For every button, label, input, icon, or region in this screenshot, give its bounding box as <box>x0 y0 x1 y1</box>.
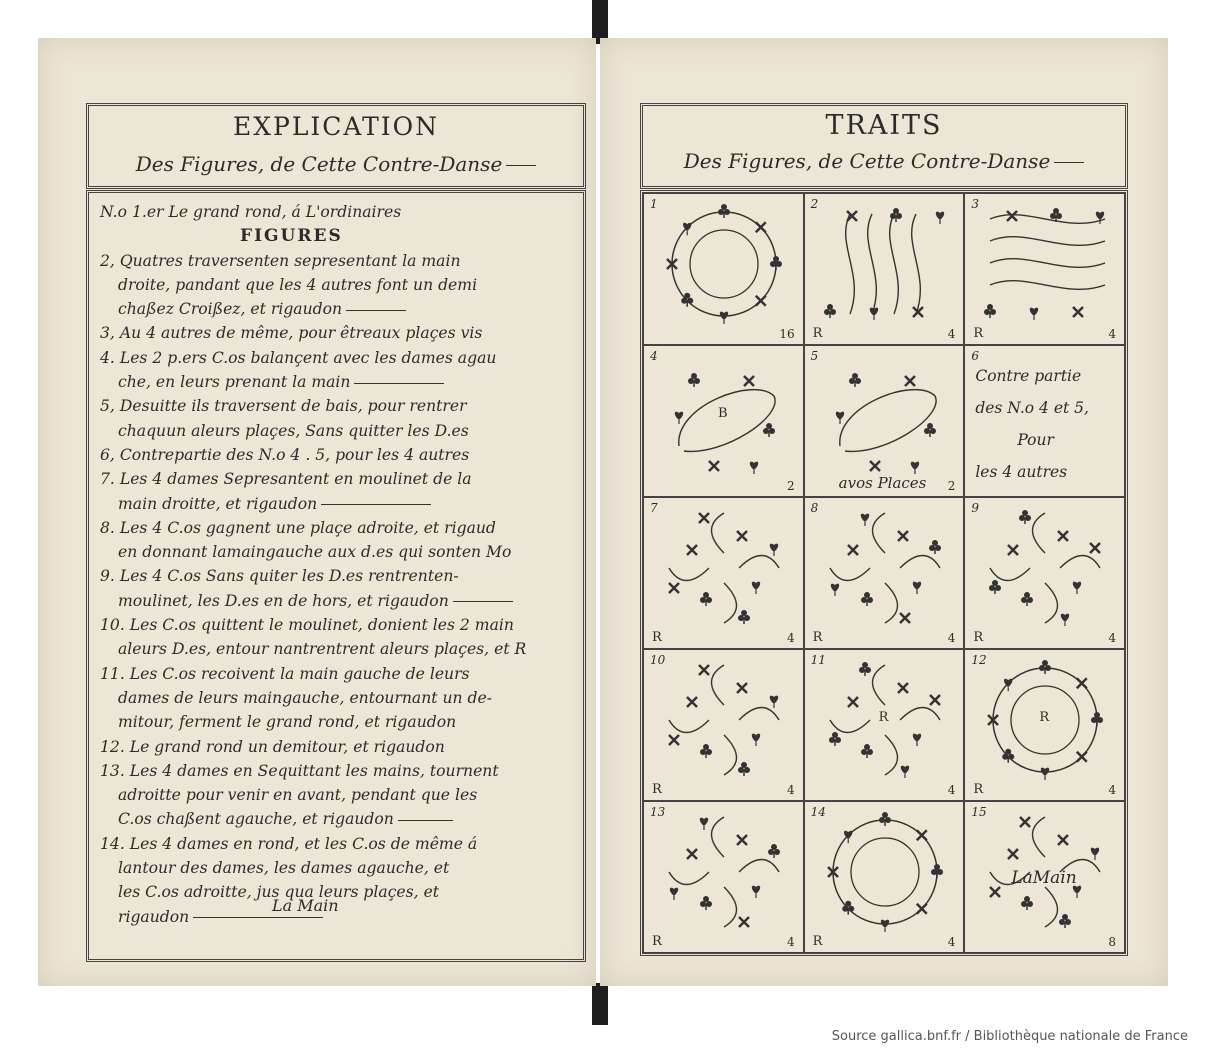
figure-drawing <box>644 802 804 953</box>
explication-line: mitour, ferment le grand rond, et rigaudon <box>118 713 457 732</box>
explication-line: che, en leurs prenant la main <box>100 370 575 394</box>
dancer-symbol <box>752 734 760 746</box>
dancer-symbol <box>1021 592 1033 606</box>
measure-count: 4 <box>1108 327 1116 341</box>
dancer-symbol <box>861 744 873 758</box>
dancer-symbol <box>1019 510 1031 524</box>
dancer-symbol <box>756 296 766 306</box>
dancer-symbol <box>669 583 679 593</box>
figure-drawing <box>965 498 1125 649</box>
la-main-footer: La Main <box>272 896 339 915</box>
dancer-symbol <box>930 695 940 705</box>
explication-line: rigaudon <box>100 905 575 929</box>
dancer-symbol <box>1021 896 1033 910</box>
dancer-symbol <box>844 831 852 843</box>
dancer-symbol <box>675 412 683 424</box>
dancer-symbol <box>849 373 861 387</box>
explication-line: adroitte pour venir en avant, pendant que les <box>118 786 478 805</box>
figure-cell-8 <box>804 497 965 649</box>
dancer-symbol <box>824 304 836 318</box>
explication-line: 10. Les C.os quittent le moulinet, donient les 2 main <box>100 616 514 635</box>
explication-line: 9. Les 4 C.os Sans quiter les D.es rentrenten- <box>100 567 459 586</box>
explication-line: 11. Les C.os recoivent la main gauche de leurs <box>100 664 470 683</box>
dancer-symbol <box>700 744 712 758</box>
explication-line: 12. Le grand rond un demitour, et rigaudon <box>100 737 445 756</box>
figure-cell-6 <box>964 345 1125 497</box>
dancer-symbol <box>770 544 778 556</box>
figure-cell-12 <box>964 649 1125 801</box>
measure-count: 4 <box>787 783 795 797</box>
dancer-symbol <box>829 732 841 746</box>
cell-6-note <box>975 360 1089 488</box>
explication-line: en donnant lamaingauche aux d.es qui sonten Mo <box>118 543 512 562</box>
explication-title: EXPLICATION <box>232 112 440 141</box>
explication-line: 13. Les 4 dames en Sequittant les mains, tournent <box>100 761 499 780</box>
measure-count: 4 <box>787 631 795 645</box>
dancer-symbol <box>1008 849 1018 859</box>
dancer-symbol <box>859 662 871 676</box>
traits-subtitle: Des Figures, de Cette Contre-Danse <box>640 149 1128 173</box>
figure-number: 10 <box>650 653 666 667</box>
figure-number: 3 <box>971 197 979 211</box>
figure-number: 2 <box>810 197 819 211</box>
figure-cell-14 <box>804 801 965 953</box>
figures-heading: FIGURES <box>240 226 343 247</box>
figure-number: 6 <box>971 349 979 363</box>
measure-count: 2 <box>947 479 956 493</box>
cell-6-note-line: les 4 autres <box>975 463 1068 481</box>
dancer-symbol <box>687 697 697 707</box>
explication-lines <box>100 200 575 929</box>
figure-drawing <box>805 194 965 345</box>
figure-cell-2 <box>804 193 965 345</box>
dancer-symbol <box>879 812 891 826</box>
dancer-symbol <box>670 888 678 900</box>
explication-line: 7. Les 4 dames Sepresantent en moulinet de la <box>100 470 472 489</box>
figure-cell-5 <box>804 345 965 497</box>
dancer-symbol <box>861 592 873 606</box>
dancer-symbol <box>699 665 709 675</box>
dancer-symbol <box>924 423 936 437</box>
dancer-symbol <box>830 584 838 596</box>
dancer-symbol <box>768 844 780 858</box>
explication-line: droite, pandant que les 4 autres font un demi <box>118 275 478 294</box>
measure-count: 4 <box>947 631 956 645</box>
figure-cell-11 <box>804 649 965 801</box>
figure-number: 15 <box>971 805 987 819</box>
dancer-symbol <box>898 683 908 693</box>
rigaudon-mark: R <box>973 782 984 797</box>
dancer-symbol <box>1059 914 1071 928</box>
dancer-symbol <box>916 904 926 914</box>
dancer-symbol <box>905 376 915 386</box>
explication-line: 14. Les 4 dames en rond, et les C.os de même á <box>100 834 478 853</box>
figure-grid <box>640 190 1128 956</box>
explication-subtitle: Des Figures, de Cette Contre-Danse <box>86 152 586 176</box>
figure-number: 12 <box>971 653 987 667</box>
cell-6-note-line: Contre partie <box>975 367 1082 385</box>
rigaudon-mark: R <box>973 630 984 645</box>
figure-number: 14 <box>810 805 826 819</box>
dancer-symbol <box>1041 768 1049 780</box>
dancer-symbol <box>700 592 712 606</box>
cell-6-note-line: des N.o 4 et 5, <box>975 399 1089 417</box>
explication-line: aleurs D.es, entour nantrentrent aleurs plaçes, et R <box>118 640 527 659</box>
dancer-symbol <box>860 514 868 526</box>
dancer-symbol <box>869 308 877 320</box>
bookmark-ribbon-bottom <box>592 983 608 1025</box>
dancer-symbol <box>687 849 697 859</box>
explication-line: chaßez Croißez, et rigaudon <box>100 297 575 321</box>
figure-caption: LaMain <box>1011 868 1077 888</box>
dancer-symbol <box>1030 308 1038 320</box>
rigaudon-mark: R <box>652 630 662 645</box>
figure-cell-7 <box>643 497 804 649</box>
dancer-symbol <box>990 887 1000 897</box>
figure-drawing <box>965 194 1125 345</box>
figure-number: 1 <box>650 197 658 211</box>
figure-cell-15 <box>964 801 1125 953</box>
figure-number: 8 <box>810 501 819 515</box>
dancer-symbol <box>900 766 908 778</box>
figure-drawing <box>644 346 804 497</box>
dancer-symbol <box>700 896 712 910</box>
dancer-symbol <box>738 762 750 776</box>
dancer-symbol <box>900 613 910 623</box>
dancer-symbol <box>683 223 691 235</box>
dancer-symbol <box>744 376 754 386</box>
figure-number: 4 <box>650 349 658 363</box>
figure-caption: R <box>1039 710 1050 725</box>
dancer-symbol <box>709 461 719 471</box>
dancer-symbol <box>737 683 747 693</box>
dancer-symbol <box>1008 545 1018 555</box>
figure-number: 5 <box>810 349 819 363</box>
explication-line: 8. Les 4 C.os gagnent une plaçe adroite, et rigaud <box>100 518 496 537</box>
dancer-symbol <box>720 312 728 324</box>
dancer-symbol <box>687 545 697 555</box>
rigaudon-mark: R <box>652 782 662 797</box>
dancer-symbol <box>1096 212 1104 224</box>
figure-drawing <box>805 650 965 801</box>
dancer-symbol <box>835 412 843 424</box>
explication-line: moulinet, les D.es en de hors, et rigaudon <box>100 589 575 613</box>
dancer-symbol <box>1073 307 1083 317</box>
figure-drawing <box>644 498 804 649</box>
figure-caption: R <box>878 710 889 725</box>
explication-line: main droitte, et rigaudon <box>100 492 575 516</box>
dancer-symbol <box>737 531 747 541</box>
dancer-symbol <box>848 545 858 555</box>
dancer-symbol <box>1058 531 1068 541</box>
rigaudon-mark: R <box>652 934 662 949</box>
dancer-symbol <box>916 830 926 840</box>
figure-cell-4 <box>643 345 804 497</box>
dancer-symbol <box>752 886 760 898</box>
dancer-symbol <box>1020 817 1030 827</box>
figure-caption: avos Places <box>838 474 927 492</box>
explication-line: les C.os adroitte, jus qua leurs plaçes, et <box>118 883 440 902</box>
rigaudon-mark: R <box>973 326 984 341</box>
explication-line: 5, Desuitte ils traversent de bais, pour rentrer <box>100 397 467 416</box>
source-credit: Source gallica.bnf.fr / Bibliothèque nationale de France <box>831 1029 1188 1044</box>
figure-drawing <box>644 194 804 345</box>
dancer-symbol <box>898 531 908 541</box>
explication-line: 3, Au 4 autres de même, pour êtreaux plaçes vis <box>100 324 483 343</box>
dancer-symbol <box>770 696 778 708</box>
figure-drawing <box>805 498 965 649</box>
explication-line: 2, Quatres traversenten sepresentant la main <box>100 251 461 270</box>
dancer-symbol <box>929 540 941 554</box>
figure-drawing <box>805 802 965 953</box>
figure-cell-9 <box>964 497 1125 649</box>
dancer-symbol <box>912 734 920 746</box>
dancer-symbol <box>738 610 750 624</box>
explication-line: chaquun aleurs plaçes, Sans quitter les D.es <box>118 421 469 440</box>
explication-line: C.os chaßent agauche, et rigaudon <box>100 807 575 831</box>
dancer-symbol <box>1061 614 1069 626</box>
measure-count: 2 <box>787 479 795 493</box>
measure-count: 4 <box>947 783 956 797</box>
dancer-symbol <box>1077 678 1087 688</box>
explication-line: 4. Les 2 p.ers C.os balançent avec les dames agau <box>100 348 497 367</box>
measure-count: 16 <box>779 327 795 341</box>
dancer-symbol <box>718 204 730 218</box>
dancer-symbol <box>1091 848 1099 860</box>
rigaudon-mark: R <box>812 630 823 645</box>
dancer-symbol <box>1073 582 1081 594</box>
dancer-symbol <box>1058 835 1068 845</box>
measure-count: 4 <box>1108 783 1116 797</box>
dancer-symbol <box>700 818 708 830</box>
dancer-symbol <box>750 462 758 474</box>
dancer-symbol <box>989 580 1001 594</box>
dancer-symbol <box>984 304 996 318</box>
figure-cell-3 <box>964 193 1125 345</box>
figure-number: 11 <box>810 653 826 667</box>
measure-count: 4 <box>947 327 956 341</box>
dancer-symbol <box>880 920 888 932</box>
figure-cell-1 <box>643 193 804 345</box>
measure-count: 8 <box>1108 935 1116 949</box>
figure-drawing <box>965 650 1125 801</box>
figure-drawing <box>644 650 804 801</box>
dancer-symbol <box>910 462 918 474</box>
dancer-symbol <box>870 461 880 471</box>
rigaudon-mark: R <box>812 326 823 341</box>
figure-number: 9 <box>971 501 979 515</box>
cell-6-note-line: Pour <box>1017 431 1054 449</box>
dancer-symbol <box>1090 543 1100 553</box>
explication-line: 6, Contrepartie des N.o 4 . 5, pour les 4 autres <box>100 445 470 464</box>
dancer-symbol <box>699 513 709 523</box>
dancer-symbol <box>669 735 679 745</box>
dancer-symbol <box>1039 660 1051 674</box>
dancer-symbol <box>1004 679 1012 691</box>
dancer-symbol <box>739 917 749 927</box>
figure-number: 13 <box>650 805 666 819</box>
dancer-symbol <box>1007 211 1017 221</box>
dancer-symbol <box>935 212 943 224</box>
explication-line: dames de leurs maingauche, entournant un de- <box>118 688 492 707</box>
dancer-symbol <box>752 582 760 594</box>
dancer-symbol <box>756 222 766 232</box>
measure-count: 4 <box>787 935 795 949</box>
figure-number: 7 <box>650 501 658 515</box>
measure-count: 4 <box>1108 631 1116 645</box>
figure-caption: B <box>718 406 728 421</box>
measure-count: 4 <box>947 935 956 949</box>
dancer-symbol <box>737 835 747 845</box>
figure-cell-13 <box>643 801 804 953</box>
rigaudon-mark: R <box>812 934 823 949</box>
figure-cell-10 <box>643 649 804 801</box>
dancer-symbol <box>1077 752 1087 762</box>
explication-line: N.o 1.er Le grand rond, á L'ordinaires <box>100 203 402 221</box>
dancer-symbol <box>688 373 700 387</box>
dancer-symbol <box>763 423 775 437</box>
dancer-symbol <box>912 582 920 594</box>
dancer-symbol <box>848 697 858 707</box>
explication-line: lantour des dames, les dames agauche, et <box>118 859 450 878</box>
traits-title: TRAITS <box>825 110 943 141</box>
